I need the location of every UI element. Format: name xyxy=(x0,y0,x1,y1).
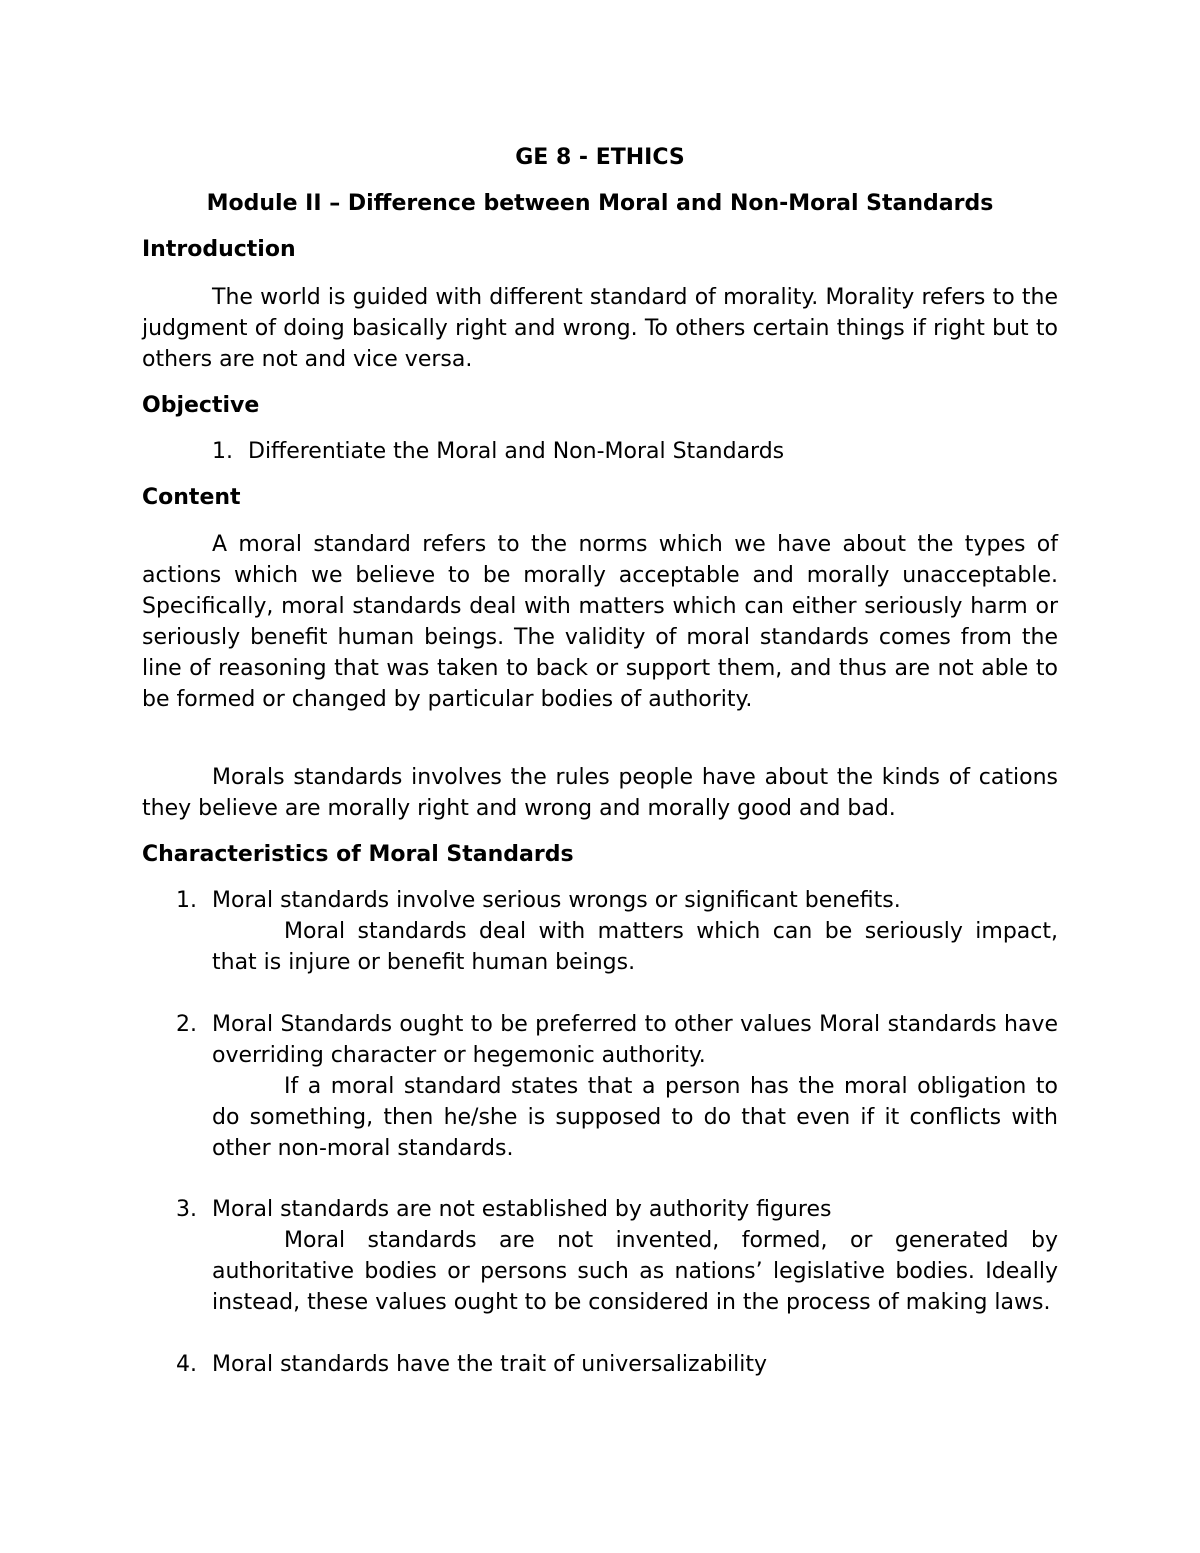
content-paragraph-2: Morals standards involves the rules people have about the kinds of cations they believe are morally right and wrong and morally good and bad. xyxy=(142,765,1058,821)
characteristic-item-4 xyxy=(142,1349,1058,1380)
objective-item-text: Differentiate the Moral and Non-Moral Standards xyxy=(248,439,785,464)
characteristic-item-3 xyxy=(142,1194,1058,1318)
characteristic-detail: If a moral standard states that a person has the moral obligation to do something, then he/she is supposed to do that even if it conflicts with other non-moral standards. xyxy=(212,1074,1058,1161)
characteristic-detail: Moral standards deal with matters which can be seriously impact, that is injure or benefit human beings. xyxy=(212,919,1058,975)
characteristic-item-2 xyxy=(142,1009,1058,1164)
course-title: GE 8 - ETHICS xyxy=(515,145,685,170)
characteristic-lead: Moral Standards ought to be preferred to other values Moral standards have overriding character or hegemonic authority. xyxy=(212,1012,1058,1068)
objective-item-number: 1. xyxy=(212,439,233,464)
characteristic-lead: Moral standards involve serious wrongs or significant benefits. xyxy=(212,888,901,913)
introduction-heading: Introduction xyxy=(142,237,296,262)
characteristic-number: 1. xyxy=(176,888,197,913)
objective-heading: Objective xyxy=(142,393,260,418)
objective-item xyxy=(142,436,1058,467)
characteristic-item-1 xyxy=(142,885,1058,978)
characteristic-number: 4. xyxy=(176,1352,197,1377)
characteristic-number: 2. xyxy=(176,1012,197,1037)
characteristic-detail: Moral standards are not invented, formed, or generated by authoritative bodies or persons such as nations’ legislative bodies. Ideally instead, these values ought to be considered in the process of making laws. xyxy=(212,1228,1058,1315)
content-paragraph-1: A moral standard refers to the norms which we have about the types of actions which we believe to be morally acceptable and morally unacceptable. Specifically, moral standards deal with matters which can either seriously harm or seriously benefit human beings. The validity of moral standards comes from the line of reasoning that was taken to back or support them, and thus are not able to be formed or changed by particular bodies of authority. xyxy=(142,532,1058,712)
content-heading: Content xyxy=(142,485,241,510)
characteristics-heading: Characteristics of Moral Standards xyxy=(142,842,574,867)
characteristic-number: 3. xyxy=(176,1197,197,1222)
characteristic-lead: Moral standards are not established by authority figures xyxy=(212,1197,832,1222)
introduction-paragraph: The world is guided with different standard of morality. Morality refers to the judgment of doing basically right and wrong. To others certain things if right but to others are not and vice versa. xyxy=(142,285,1058,372)
module-title: Module II – Difference between Moral and Non-Moral Standards xyxy=(206,191,994,216)
characteristic-lead: Moral standards have the trait of universalizability xyxy=(212,1352,768,1377)
